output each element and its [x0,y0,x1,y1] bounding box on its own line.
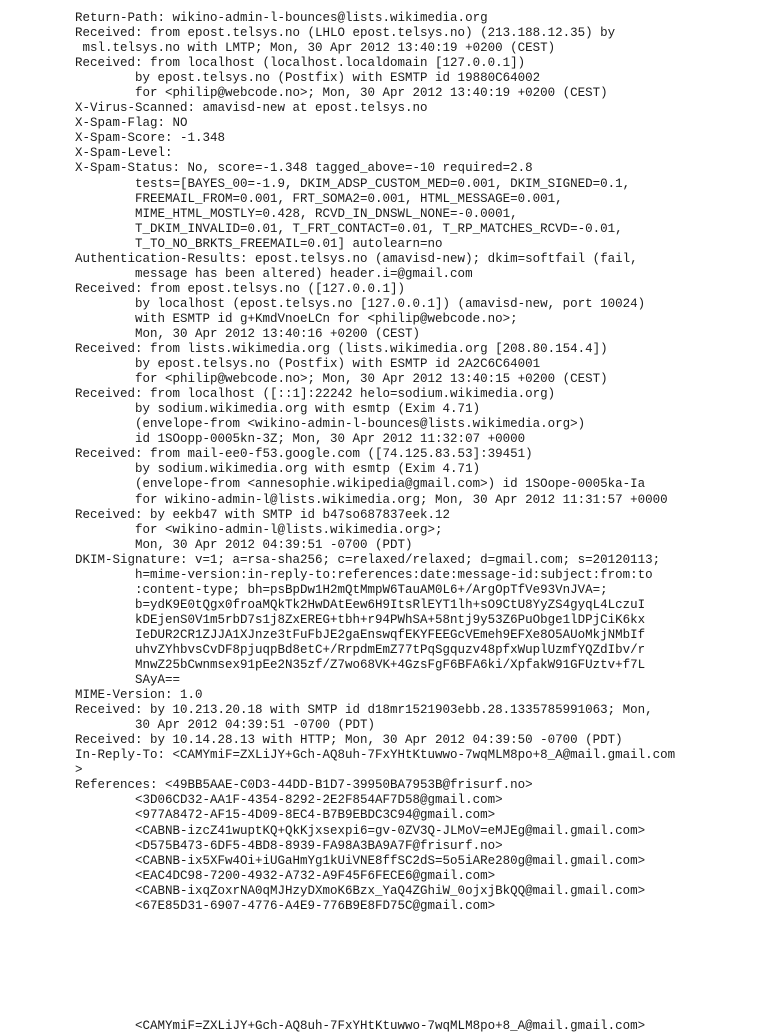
reference-line: <CAMYmiF=ZXLiJY+Gch-AQ8uh-7FxYHtKtuwwo-7wqMLM8po+8_A@mail.gmail.com> [75,1018,646,1033]
header-line: uhvZYhbvsCvDF8pjuqpBd8etC+/RrpdmEmZ77tPqSgquzv48pfxWuplUzmfYQZdIbv/r [75,642,646,657]
header-line: Received: from epost.telsys.no (LHLO epost.telsys.no) (213.188.12.35) by [75,26,616,41]
header-line: MIME-Version: 1.0 [75,688,203,703]
header-line: <CABNB-ix5XFw4Oi+iUGaHmYg1kUiVNE8ffSC2dS=5o5iARe280g@mail.gmail.com> [75,853,646,868]
header-line: 30 Apr 2012 04:39:51 -0700 (PDT) [75,718,376,733]
header-line: b=ydK9E0tQgx0froaMQkTk2HwDAtEew6H9ItsRlEYT1lh+sO9CtU8YyZS4gyqL4LczuI [75,597,646,612]
header-line: id 1SOopp-0005kn-3Z; Mon, 30 Apr 2012 11:32:07 +0000 [75,432,526,447]
header-line: X-Spam-Score: -1.348 [75,131,226,146]
header-line: X-Spam-Status: No, score=-1.348 tagged_above=-10 required=2.8 [75,161,533,176]
header-line: by epost.telsys.no (Postfix) with ESMTP id 19880C64002 [75,71,541,86]
header-line: :content-type; bh=psBpDw1H2mQtMmpW6TauAM0L6+/ArgOpTfVe93VnJVA=; [75,582,608,597]
blank-gap [75,914,765,1019]
header-line: FREEMAIL_FROM=0.001, FRT_SOMA2=0.001, HTML_MESSAGE=0.001, [75,191,563,206]
header-line: by sodium.wikimedia.org with esmtp (Exim 4.71) [75,462,481,477]
header-line: <977A8472-AF15-4D09-8EC4-B7B9EBDC3C94@gmail.com> [75,808,496,823]
header-line: X-Virus-Scanned: amavisd-new at epost.telsys.no [75,101,428,116]
header-line: for <philip@webcode.no>; Mon, 30 Apr 2012 13:40:19 +0200 (CEST) [75,86,608,101]
header-line: Return-Path: wikino-admin-l-bounces@lists.wikimedia.org [75,11,488,25]
header-line: by localhost (epost.telsys.no [127.0.0.1]) (amavisd-new, port 10024) [75,296,646,311]
header-line: h=mime-version:in-reply-to:references:date:message-id:subject:from:to [75,567,653,582]
header-line: <CABNB-ixqZoxrNA0qMJHzyDXmoK6Bzx_YaQ4ZGhiW_0ojxjBkQQ@mail.gmail.com> [75,883,646,898]
header-line: for <wikino-admin-l@lists.wikimedia.org>; [75,522,443,537]
header-line: <D575B473-6DF5-4BD8-8939-FA98A3BA9A7F@frisurf.no> [75,838,503,853]
email-header-document [75,11,765,1034]
header-line: Received: from mail-ee0-f53.google.com ([74.125.83.53]:39451) [75,447,533,462]
header-line: for wikino-admin-l@lists.wikimedia.org; Mon, 30 Apr 2012 11:31:57 +0000 [75,492,668,507]
header-line: tests=[BAYES_00=-1.9, DKIM_ADSP_CUSTOM_MED=0.001, DKIM_SIGNED=0.1, [75,176,631,191]
header-line: Received: from localhost (localhost.localdomain [127.0.0.1]) [75,56,526,71]
header-line: IeDUR2CR1ZJJA1XJnze3tFuFbJE2gaEnswqfEKYFEEGcVEmeh9EFXe8O5AUoMkjNMbIf [75,627,646,642]
header-line: X-Spam-Level: [75,146,173,161]
header-line: Mon, 30 Apr 2012 04:39:51 -0700 (PDT) [75,537,413,552]
header-line: In-Reply-To: <CAMYmiF=ZXLiJY+Gch-AQ8uh-7FxYHtKtuwwo-7wqMLM8po+8_A@mail.gmail.com [75,748,676,763]
header-line: Authentication-Results: epost.telsys.no (amavisd-new); dkim=softfail (fail, [75,251,638,266]
header-line: kDEjenS0V1m5rbD7s1j8ZxEREG+tbh+r94PWhSA+58ntj9y53Z6PuObge1lDPjCiK6kx [75,612,646,627]
header-line: MIME_HTML_MOSTLY=0.428, RCVD_IN_DNSWL_NONE=-0.0001, [75,206,518,221]
header-line: msl.telsys.no with LMTP; Mon, 30 Apr 2012 13:40:19 +0200 (CEST) [75,41,556,56]
header-line: SAyA== [75,673,181,688]
header-line: T_TO_NO_BRKTS_FREEMAIL=0.01] autolearn=no [75,236,443,251]
header-line: (envelope-from <wikino-admin-l-bounces@lists.wikimedia.org>) [75,417,586,432]
header-line: <67E85D31-6907-4776-A4E9-776B9E8FD75C@gmail.com> [75,898,496,913]
header-line: Mon, 30 Apr 2012 13:40:16 +0200 (CEST) [75,326,421,341]
header-line: for <philip@webcode.no>; Mon, 30 Apr 2012 13:40:15 +0200 (CEST) [75,372,608,387]
header-line: message has been altered) header.i=@gmail.com [75,266,473,281]
header-line: MnwZ25bCwnmsex91pEe2N35zf/Z7wo68VK+4GzsFgF6BFA6ki/XpfakW91GFUztv+f7L [75,658,646,673]
header-line: > [75,763,83,778]
header-line: with ESMTP id g+KmdVnoeLCn for <philip@webcode.no>; [75,311,518,326]
header-line: References: <49BB5AAE-C0D3-44DD-B1D7-39950BA7953B@frisurf.no> [75,778,533,793]
header-line: Received: from lists.wikimedia.org (lists.wikimedia.org [208.80.154.4]) [75,342,608,357]
header-line: (envelope-from <annesophie.wikipedia@gmail.com>) id 1SOope-0005ka-Ia [75,477,646,492]
header-line: Received: from epost.telsys.no ([127.0.0.1]) [75,281,406,296]
header-line: T_DKIM_INVALID=0.01, T_FRT_CONTACT=0.01, T_RP_MATCHES_RCVD=-0.01, [75,221,623,236]
raw-email-headers [75,11,765,914]
continued-references [75,1019,765,1034]
header-line: <3D06CD32-AA1F-4354-8292-2E2F854AF7D58@gmail.com> [75,793,503,808]
header-line: by epost.telsys.no (Postfix) with ESMTP id 2A2C6C64001 [75,357,541,372]
header-line: by sodium.wikimedia.org with esmtp (Exim 4.71) [75,402,481,417]
header-line: <CABNB-izcZ41wuptKQ+QkKjxsexpi6=gv-0ZV3Q-JLMoV=eMJEg@mail.gmail.com> [75,823,646,838]
header-line: Received: from localhost ([::1]:22242 helo=sodium.wikimedia.org) [75,387,556,402]
header-line: Received: by eekb47 with SMTP id b47so687837eek.12 [75,507,451,522]
header-line: Received: by 10.213.20.18 with SMTP id d18mr1521903ebb.28.1335785991063; Mon, [75,703,653,718]
header-line: DKIM-Signature: v=1; a=rsa-sha256; c=relaxed/relaxed; d=gmail.com; s=20120113; [75,552,661,567]
header-line: Received: by 10.14.28.13 with HTTP; Mon, 30 Apr 2012 04:39:50 -0700 (PDT) [75,733,623,748]
header-line: <EAC4DC98-7200-4932-A732-A9F45F6FECE6@gmail.com> [75,868,496,883]
header-line: X-Spam-Flag: NO [75,116,188,131]
